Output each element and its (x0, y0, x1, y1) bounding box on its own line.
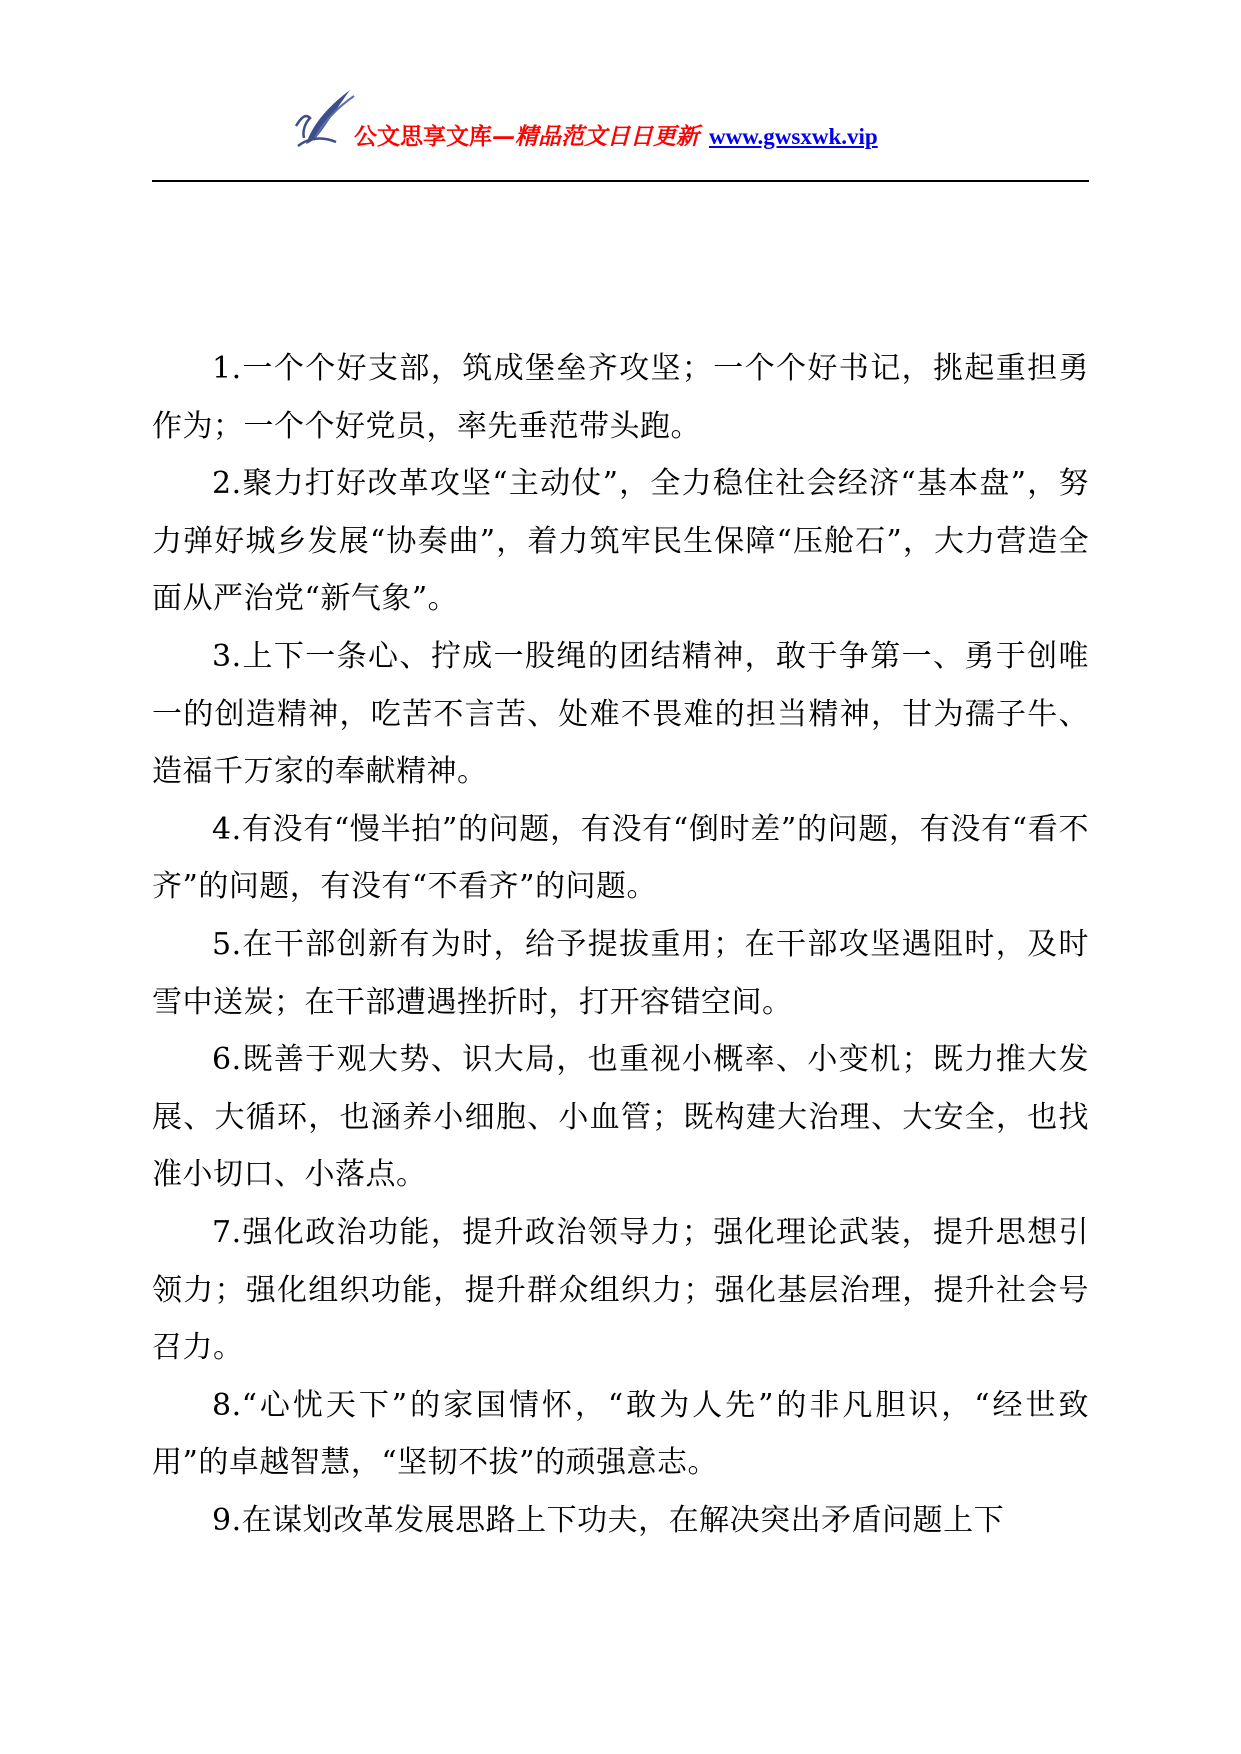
paragraph-3: 3.上下一条心、拧成一股绳的团结精神，敢于争第一、勇于创唯一的创造精神，吃苦不言苦、处难不畏难的担当精神，甘为孺子牛、造福千万家的奉献精神。 (152, 638, 1089, 790)
page-header (152, 86, 1089, 178)
header-divider (152, 180, 1089, 182)
paragraph-7: 7.强化政治功能，提升政治领导力；强化理论武装，提升思想引领力；强化组织功能，提升群众组织力；强化基层治理，提升社会号召力。 (152, 1214, 1089, 1366)
document-body (152, 340, 1089, 1549)
paragraph-8: 8.“心忧天下”的家国情怀，“敢为人先”的非凡胆识，“经世致用”的卓越智慧，“坚韧不拔”的顽强意志。 (152, 1387, 1089, 1481)
paragraph-5: 5.在干部创新有为时，给予提拔重用；在干部攻坚遇阻时，及时雪中送炭；在干部遭遇挫折时，打开容错空间。 (152, 926, 1089, 1020)
paragraph-9: 9.在谋划改革发展思路上下功夫，在解决突出矛盾问题上下 (212, 1502, 1005, 1538)
header-slogan: —精品范文日日更新 (492, 123, 699, 150)
site-link[interactable]: www.gwsxwk.vip (709, 124, 878, 149)
brand-name: 公文思享文库 (354, 123, 492, 150)
header-text (354, 122, 878, 152)
paragraph-2: 2.聚力打好改革攻坚“主动仗”，全力稳住社会经济“基本盘”，努力弹好城乡发展“协奏曲”，着力筑牢民生保障“压舱石”，大力营造全面从严治党“新气象”。 (152, 466, 1089, 617)
quill-pen-icon (292, 86, 362, 150)
paragraph-6: 6.既善于观大势、识大局，也重视小概率、小变机；既力推大发展、大循环，也涵养小细胞、小血管；既构建大治理、大安全，也找准小切口、小落点。 (152, 1042, 1089, 1193)
paragraph-1: 1.一个个好支部，筑成堡垒齐攻坚；一个个好书记，挑起重担勇作为；一个个好党员，率先垂范带头跑。 (152, 351, 1089, 444)
paragraph-4: 4.有没有“慢半拍”的问题，有没有“倒时差”的问题，有没有“看不齐”的问题，有没有“不看齐”的问题。 (152, 811, 1089, 905)
